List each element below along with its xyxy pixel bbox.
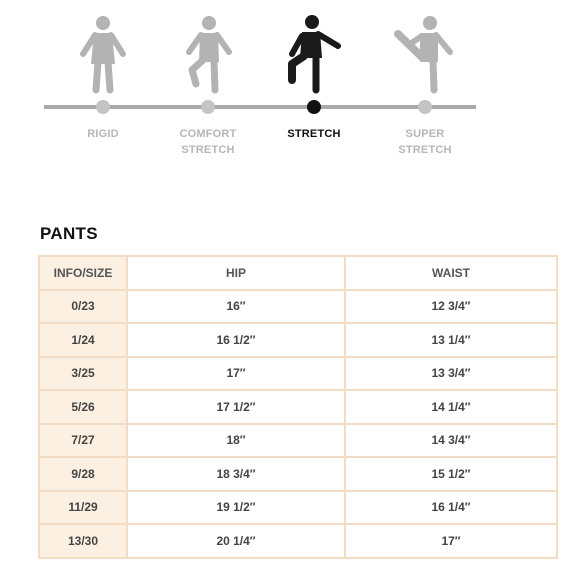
- waist-cell: 14 3/4″: [345, 424, 557, 458]
- level-label-super-stretch: [370, 126, 480, 158]
- size-cell: 0/23: [39, 290, 127, 324]
- size-cell: 7/27: [39, 424, 127, 458]
- size-cell: 9/28: [39, 457, 127, 491]
- hip-cell: 17″: [127, 357, 345, 391]
- high-knee-figure-icon: [280, 14, 350, 94]
- hip-cell: 17 1/2″: [127, 390, 345, 424]
- waist-cell: 14 1/4″: [345, 390, 557, 424]
- hip-cell: 16 1/2″: [127, 323, 345, 357]
- rigid-level-dot: [96, 100, 110, 114]
- super-stretch-level-dot: [418, 100, 432, 114]
- waist-cell: 15 1/2″: [345, 457, 557, 491]
- level-label-comfort-stretch: [153, 126, 263, 158]
- size-cell: 11/29: [39, 491, 127, 525]
- section-title: PANTS: [40, 224, 98, 243]
- hip-cell: 18″: [127, 424, 345, 458]
- standing-figure-icon: [68, 14, 138, 94]
- stretch-level-dot: [307, 100, 321, 114]
- table-row: [39, 457, 557, 491]
- header-waist: WAIST: [345, 256, 557, 290]
- size-cell: 3/25: [39, 357, 127, 391]
- level-label-rigid: [48, 126, 158, 142]
- waist-cell: 13 3/4″: [345, 357, 557, 391]
- table-row: [39, 524, 557, 558]
- knee-lift-figure-icon: [172, 14, 242, 94]
- level-label-line: STRETCH: [287, 128, 341, 140]
- level-label-stretch: [259, 126, 369, 142]
- waist-cell: 12 3/4″: [345, 290, 557, 324]
- waist-cell: 16 1/4″: [345, 491, 557, 525]
- table-row: [39, 424, 557, 458]
- hip-cell: 16″: [127, 290, 345, 324]
- header-hip: HIP: [127, 256, 345, 290]
- waist-cell: 17″: [345, 524, 557, 558]
- level-label-line: SUPER: [405, 128, 445, 140]
- comfort-stretch-level-dot: [201, 100, 215, 114]
- hip-cell: 19 1/2″: [127, 491, 345, 525]
- size-cell: 1/24: [39, 323, 127, 357]
- waist-cell: 13 1/4″: [345, 323, 557, 357]
- level-label-line: COMFORT: [179, 128, 237, 140]
- size-cell: 13/30: [39, 524, 127, 558]
- hip-cell: 18 3/4″: [127, 457, 345, 491]
- level-label-line: STRETCH: [398, 144, 452, 156]
- table-row: [39, 323, 557, 357]
- table-row: [39, 357, 557, 391]
- table-header-row: [39, 256, 557, 290]
- level-label-line: STRETCH: [181, 144, 235, 156]
- stretch-scale: [0, 0, 580, 170]
- table-row: [39, 290, 557, 324]
- header-info-size: INFO/SIZE: [39, 256, 127, 290]
- hip-cell: 20 1/4″: [127, 524, 345, 558]
- table-row: [39, 390, 557, 424]
- level-label-line: RIGID: [87, 128, 119, 140]
- table-row: [39, 491, 557, 525]
- size-cell: 5/26: [39, 390, 127, 424]
- size-table: [38, 255, 558, 559]
- high-kick-figure-icon: [390, 14, 460, 94]
